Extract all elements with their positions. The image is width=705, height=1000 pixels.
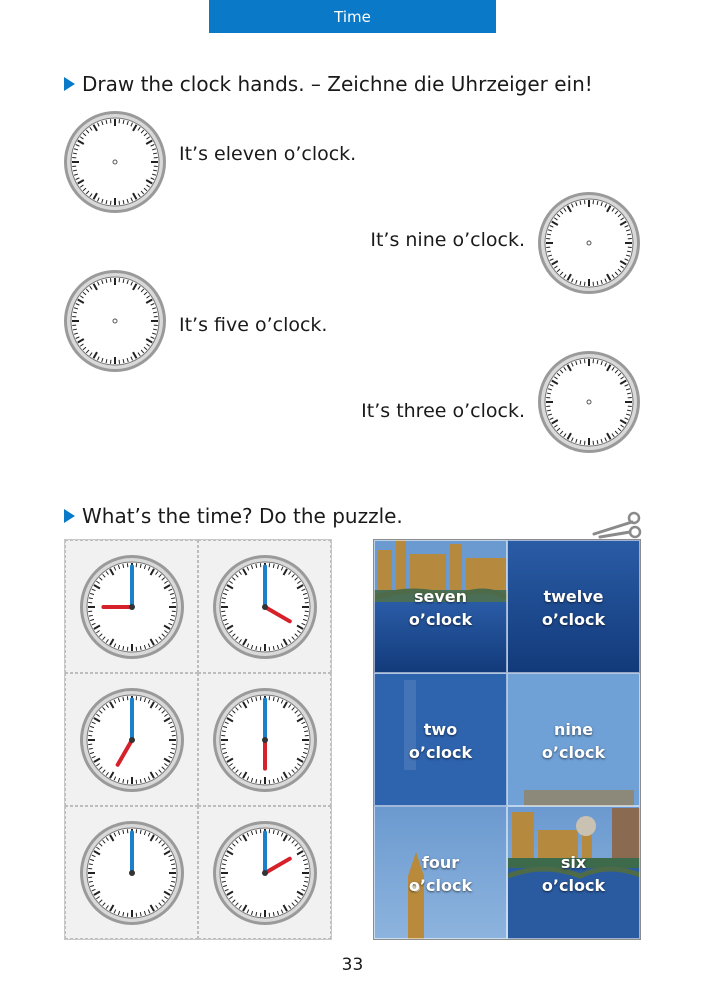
tile-label-oclock: o’clock	[408, 876, 473, 895]
tile-label-oclock: o’clock	[541, 743, 606, 762]
tile-label	[375, 718, 506, 764]
puzzle-tile[interactable]	[374, 540, 507, 673]
tile-label-oclock: o’clock	[541, 876, 606, 895]
tile-label	[508, 851, 639, 897]
instruction-puzzle	[64, 504, 403, 528]
tile-label	[508, 718, 639, 764]
tile-label-word: four	[421, 853, 460, 872]
tile-label	[375, 585, 506, 631]
tile-label-word: two	[423, 720, 458, 739]
analog-clock	[199, 674, 332, 807]
phrase-nine: It’s nine o’clock.	[370, 229, 525, 251]
puzzle-clock-cell[interactable]	[65, 806, 198, 939]
tile-label-oclock: o’clock	[541, 610, 606, 629]
puzzle-photo	[373, 539, 641, 940]
analog-clock	[66, 807, 199, 940]
section-header	[209, 0, 496, 33]
phrase-eleven: It’s eleven o’clock.	[179, 143, 357, 165]
section-title: Time	[334, 7, 371, 26]
instruction-text: What’s the time? Do the puzzle.	[82, 504, 403, 528]
bullet-triangle-icon	[64, 77, 75, 91]
empty-clock-nine[interactable]	[537, 191, 641, 295]
analog-clock	[199, 807, 332, 940]
puzzle-clock-cell[interactable]	[198, 806, 331, 939]
analog-clock	[66, 541, 199, 674]
puzzle-tile[interactable]	[507, 540, 640, 673]
tile-label-oclock: o’clock	[408, 610, 473, 629]
puzzle-tile[interactable]	[507, 806, 640, 939]
instruction-text: Draw the clock hands. – Zeichne die Uhrzeiger ein!	[82, 72, 593, 96]
tile-label-oclock: o’clock	[408, 743, 473, 762]
puzzle-clock-cell[interactable]	[198, 540, 331, 673]
tile-label-word: nine	[553, 720, 594, 739]
scissors-icon	[592, 510, 642, 540]
phrase-five: It’s five o’clock.	[179, 314, 328, 336]
page-number: 33	[341, 955, 364, 975]
tile-label-word: seven	[413, 587, 468, 606]
analog-clock	[199, 541, 332, 674]
empty-clock-three[interactable]	[537, 350, 641, 454]
tile-label-word: twelve	[543, 587, 604, 606]
tile-label	[508, 585, 639, 631]
puzzle-clock-cell[interactable]	[65, 540, 198, 673]
empty-clock-five[interactable]	[63, 269, 167, 373]
bullet-triangle-icon	[64, 509, 75, 523]
puzzle-clock-cell[interactable]	[198, 673, 331, 806]
puzzle-tile[interactable]	[507, 673, 640, 806]
tile-label-word: six	[560, 853, 587, 872]
puzzle-clock-cell[interactable]	[65, 673, 198, 806]
tile-label	[375, 851, 506, 897]
empty-clock-eleven[interactable]	[63, 110, 167, 214]
instruction-draw-hands	[64, 72, 593, 96]
phrase-three: It’s three o’clock.	[361, 400, 525, 422]
puzzle-tile[interactable]	[374, 806, 507, 939]
puzzle-tile[interactable]	[374, 673, 507, 806]
analog-clock	[66, 674, 199, 807]
